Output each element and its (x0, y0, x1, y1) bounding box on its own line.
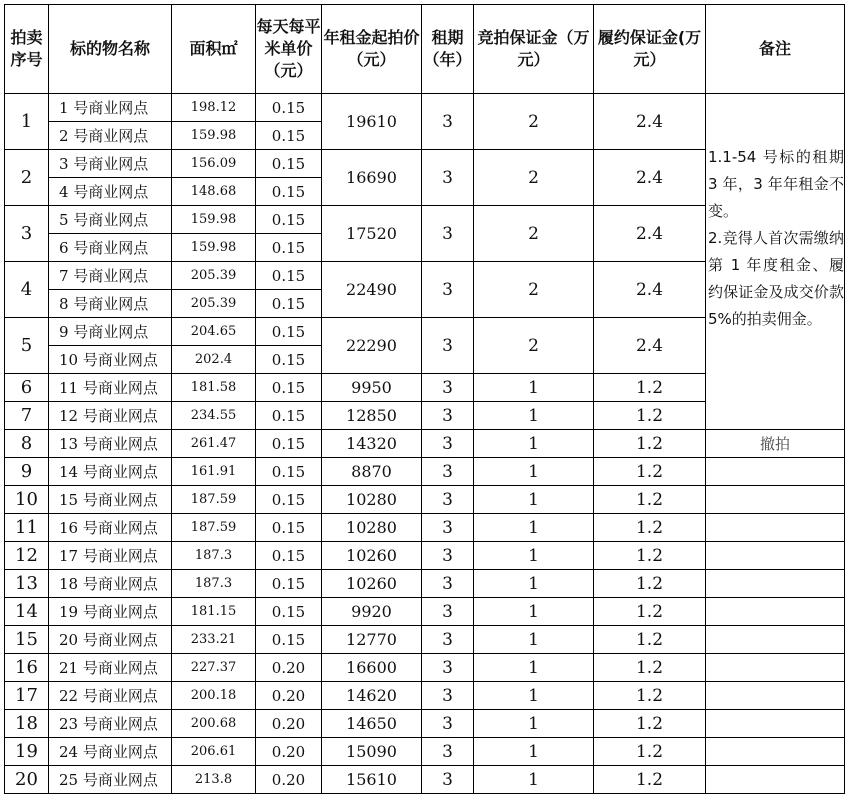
bid-deposit: 2 (474, 206, 594, 262)
remark-cell (706, 542, 845, 570)
perf-deposit: 1.2 (594, 570, 706, 598)
perf-deposit: 2.4 (594, 318, 706, 374)
annual-rent: 12850 (322, 402, 422, 430)
item-daily-price: 0.15 (256, 402, 322, 430)
bid-deposit: 2 (474, 94, 594, 150)
remarks-note (706, 94, 845, 430)
item-daily-price: 0.15 (256, 262, 322, 290)
perf-deposit: 1.2 (594, 430, 706, 458)
lease-term: 3 (422, 626, 474, 654)
lot-number: 7 (5, 402, 49, 430)
perf-deposit: 1.2 (594, 766, 706, 794)
item-name: 24 号商业网点 (49, 738, 172, 766)
lease-term: 3 (422, 766, 474, 794)
table-row (5, 514, 845, 542)
lot-number: 8 (5, 430, 49, 458)
lot-number: 16 (5, 654, 49, 682)
item-area: 202.4 (172, 346, 256, 374)
item-area: 187.59 (172, 514, 256, 542)
item-daily-price: 0.15 (256, 206, 322, 234)
item-name: 25 号商业网点 (49, 766, 172, 794)
lease-term: 3 (422, 570, 474, 598)
item-daily-price: 0.15 (256, 290, 322, 318)
item-daily-price: 0.15 (256, 94, 322, 122)
lot-number: 13 (5, 570, 49, 598)
item-name: 7 号商业网点 (49, 262, 172, 290)
lease-term: 3 (422, 654, 474, 682)
item-area: 181.15 (172, 598, 256, 626)
table-row (5, 598, 845, 626)
item-area: 187.3 (172, 542, 256, 570)
header-row (5, 5, 845, 94)
lease-term: 3 (422, 150, 474, 206)
item-name: 10 号商业网点 (49, 346, 172, 374)
item-name: 1 号商业网点 (49, 94, 172, 122)
annual-rent: 17520 (322, 206, 422, 262)
item-area: 227.37 (172, 654, 256, 682)
lease-term: 3 (422, 262, 474, 318)
annual-rent: 10260 (322, 542, 422, 570)
item-daily-price: 0.15 (256, 150, 322, 178)
item-daily-price: 0.15 (256, 178, 322, 206)
lot-number: 15 (5, 626, 49, 654)
item-name: 21 号商业网点 (49, 654, 172, 682)
lot-number: 11 (5, 514, 49, 542)
bid-deposit: 2 (474, 262, 594, 318)
item-daily-price: 0.15 (256, 542, 322, 570)
item-name: 6 号商业网点 (49, 234, 172, 262)
header-perf-deposit: 履约保证金(万元） (594, 5, 706, 94)
item-name: 11 号商业网点 (49, 374, 172, 402)
perf-deposit: 1.2 (594, 654, 706, 682)
perf-deposit: 2.4 (594, 206, 706, 262)
item-daily-price: 0.15 (256, 570, 322, 598)
item-daily-price: 0.20 (256, 654, 322, 682)
lease-term: 3 (422, 598, 474, 626)
bid-deposit: 1 (474, 486, 594, 514)
remark-cell (706, 654, 845, 682)
lot-number: 10 (5, 486, 49, 514)
lot-number: 3 (5, 206, 49, 262)
remark-cell (706, 458, 845, 486)
lot-number: 1 (5, 94, 49, 150)
annual-rent: 14320 (322, 430, 422, 458)
lease-term: 3 (422, 430, 474, 458)
lot-number: 14 (5, 598, 49, 626)
perf-deposit: 1.2 (594, 542, 706, 570)
bid-deposit: 1 (474, 570, 594, 598)
lot-number: 12 (5, 542, 49, 570)
table-row (5, 430, 845, 458)
item-daily-price: 0.15 (256, 430, 322, 458)
item-name: 8 号商业网点 (49, 290, 172, 318)
item-daily-price: 0.15 (256, 458, 322, 486)
annual-rent: 22290 (322, 318, 422, 374)
item-daily-price: 0.20 (256, 766, 322, 794)
item-daily-price: 0.15 (256, 122, 322, 150)
annual-rent: 12770 (322, 626, 422, 654)
note-line-1: 1.1-54 号标的租期 3 年，3 年年租金不变。 (708, 148, 844, 220)
perf-deposit: 2.4 (594, 262, 706, 318)
lot-number: 9 (5, 458, 49, 486)
bid-deposit: 1 (474, 626, 594, 654)
bid-deposit: 1 (474, 766, 594, 794)
annual-rent: 14620 (322, 682, 422, 710)
perf-deposit: 1.2 (594, 486, 706, 514)
item-daily-price: 0.15 (256, 514, 322, 542)
item-daily-price: 0.15 (256, 346, 322, 374)
lot-number: 6 (5, 374, 49, 402)
table-row (5, 626, 845, 654)
bid-deposit: 1 (474, 682, 594, 710)
item-area: 233.21 (172, 626, 256, 654)
table-row (5, 682, 845, 710)
item-area: 159.98 (172, 122, 256, 150)
annual-rent: 9920 (322, 598, 422, 626)
header-area: 面积㎡ (172, 5, 256, 94)
bid-deposit: 1 (474, 430, 594, 458)
bid-deposit: 1 (474, 542, 594, 570)
item-daily-price: 0.20 (256, 682, 322, 710)
lease-term: 3 (422, 486, 474, 514)
annual-rent: 15610 (322, 766, 422, 794)
perf-deposit: 1.2 (594, 626, 706, 654)
item-daily-price: 0.20 (256, 738, 322, 766)
annual-rent: 15090 (322, 738, 422, 766)
header-bid-deposit: 竞拍保证金（万元） (474, 5, 594, 94)
item-name: 22 号商业网点 (49, 682, 172, 710)
table-row (5, 542, 845, 570)
remark-cell (706, 682, 845, 710)
item-name: 19 号商业网点 (49, 598, 172, 626)
item-daily-price: 0.15 (256, 486, 322, 514)
item-name: 15 号商业网点 (49, 486, 172, 514)
annual-rent: 10280 (322, 486, 422, 514)
annual-rent: 14650 (322, 710, 422, 738)
item-area: 200.18 (172, 682, 256, 710)
remark-cell (706, 626, 845, 654)
auction-lots-table (4, 4, 845, 794)
item-area: 198.12 (172, 94, 256, 122)
bid-deposit: 1 (474, 514, 594, 542)
annual-rent: 9950 (322, 374, 422, 402)
header-remarks: 备注 (706, 5, 845, 94)
annual-rent: 10260 (322, 570, 422, 598)
item-name: 3 号商业网点 (49, 150, 172, 178)
item-area: 187.59 (172, 486, 256, 514)
lot-number: 2 (5, 150, 49, 206)
item-area: 200.68 (172, 710, 256, 738)
item-area: 205.39 (172, 290, 256, 318)
bid-deposit: 2 (474, 318, 594, 374)
lease-term: 3 (422, 318, 474, 374)
lease-term: 3 (422, 738, 474, 766)
perf-deposit: 1.2 (594, 598, 706, 626)
item-name: 20 号商业网点 (49, 626, 172, 654)
item-area: 261.47 (172, 430, 256, 458)
annual-rent: 16690 (322, 150, 422, 206)
item-name: 9 号商业网点 (49, 318, 172, 346)
bid-deposit: 1 (474, 710, 594, 738)
bid-deposit: 1 (474, 458, 594, 486)
item-name: 2 号商业网点 (49, 122, 172, 150)
bid-deposit: 1 (474, 738, 594, 766)
header-annual-rent: 年租金起拍价（元） (322, 5, 422, 94)
lot-number: 20 (5, 766, 49, 794)
item-area: 205.39 (172, 262, 256, 290)
item-name: 12 号商业网点 (49, 402, 172, 430)
item-daily-price: 0.15 (256, 318, 322, 346)
table-row (5, 458, 845, 486)
item-name: 17 号商业网点 (49, 542, 172, 570)
item-area: 181.58 (172, 374, 256, 402)
item-area: 156.09 (172, 150, 256, 178)
remark-cell (706, 514, 845, 542)
table-row (5, 738, 845, 766)
annual-rent: 10280 (322, 514, 422, 542)
remark-cell (706, 710, 845, 738)
table-row (5, 94, 845, 122)
lease-term: 3 (422, 206, 474, 262)
bid-deposit: 2 (474, 150, 594, 206)
item-area: 161.91 (172, 458, 256, 486)
remarks-note-text (706, 94, 844, 333)
item-name: 23 号商业网点 (49, 710, 172, 738)
perf-deposit: 2.4 (594, 94, 706, 150)
perf-deposit: 2.4 (594, 150, 706, 206)
lease-term: 3 (422, 374, 474, 402)
table-row (5, 710, 845, 738)
remark-cell (706, 766, 845, 794)
remark-cell (706, 570, 845, 598)
table-row (5, 654, 845, 682)
item-name: 18 号商业网点 (49, 570, 172, 598)
withdrawn-remark: 撤拍 (706, 430, 845, 458)
lease-term: 3 (422, 402, 474, 430)
item-area: 213.8 (172, 766, 256, 794)
item-daily-price: 0.20 (256, 710, 322, 738)
lease-term: 3 (422, 710, 474, 738)
header-daily-price: 每天每平米单价（元） (256, 5, 322, 94)
lot-number: 18 (5, 710, 49, 738)
perf-deposit: 1.2 (594, 710, 706, 738)
item-area: 204.65 (172, 318, 256, 346)
lot-number: 17 (5, 682, 49, 710)
lease-term: 3 (422, 542, 474, 570)
table-row (5, 766, 845, 794)
remark-cell (706, 598, 845, 626)
item-daily-price: 0.15 (256, 374, 322, 402)
item-name: 16 号商业网点 (49, 514, 172, 542)
remark-cell (706, 738, 845, 766)
item-daily-price: 0.15 (256, 598, 322, 626)
item-area: 234.55 (172, 402, 256, 430)
lease-term: 3 (422, 514, 474, 542)
table-row (5, 570, 845, 598)
header-lot-no: 拍卖序号 (5, 5, 49, 94)
bid-deposit: 1 (474, 402, 594, 430)
item-area: 187.3 (172, 570, 256, 598)
header-item-name: 标的物名称 (49, 5, 172, 94)
item-name: 13 号商业网点 (49, 430, 172, 458)
remark-cell (706, 486, 845, 514)
table-body (5, 94, 845, 794)
perf-deposit: 1.2 (594, 682, 706, 710)
item-daily-price: 0.15 (256, 626, 322, 654)
lease-term: 3 (422, 458, 474, 486)
item-name: 4 号商业网点 (49, 178, 172, 206)
perf-deposit: 1.2 (594, 402, 706, 430)
lot-number: 19 (5, 738, 49, 766)
lot-number: 4 (5, 262, 49, 318)
item-area: 206.61 (172, 738, 256, 766)
perf-deposit: 1.2 (594, 458, 706, 486)
item-area: 159.98 (172, 206, 256, 234)
bid-deposit: 1 (474, 654, 594, 682)
perf-deposit: 1.2 (594, 374, 706, 402)
annual-rent: 8870 (322, 458, 422, 486)
annual-rent: 22490 (322, 262, 422, 318)
header-lease-term: 租期（年） (422, 5, 474, 94)
perf-deposit: 1.2 (594, 738, 706, 766)
item-daily-price: 0.15 (256, 234, 322, 262)
item-area: 159.98 (172, 234, 256, 262)
lot-number: 5 (5, 318, 49, 374)
note-line-2: 2.竞得人首次需缴纳第 1 年度租金、履约保证金及成交价款 5%的拍卖佣金。 (708, 229, 844, 328)
bid-deposit: 1 (474, 374, 594, 402)
perf-deposit: 1.2 (594, 514, 706, 542)
table-row (5, 486, 845, 514)
lease-term: 3 (422, 682, 474, 710)
item-name: 5 号商业网点 (49, 206, 172, 234)
bid-deposit: 1 (474, 598, 594, 626)
annual-rent: 16600 (322, 654, 422, 682)
item-name: 14 号商业网点 (49, 458, 172, 486)
item-area: 148.68 (172, 178, 256, 206)
annual-rent: 19610 (322, 94, 422, 150)
lease-term: 3 (422, 94, 474, 150)
